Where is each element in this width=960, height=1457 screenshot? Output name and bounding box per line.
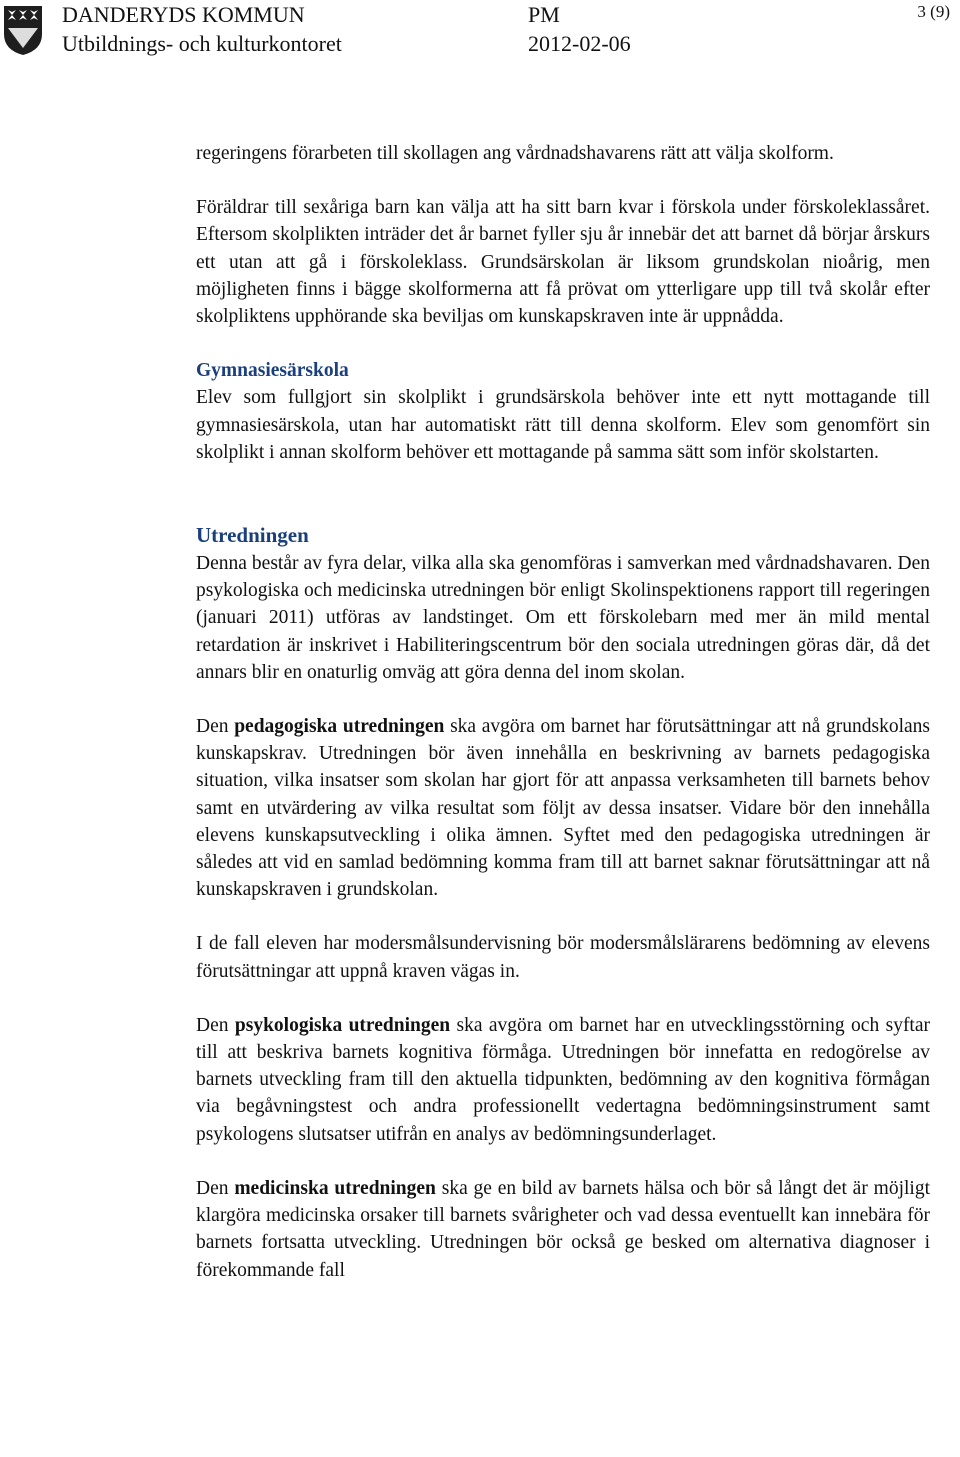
text-run: Den: [196, 716, 235, 738]
document-date: 2012-02-06: [528, 31, 631, 56]
section-heading: Utredningen: [196, 523, 309, 548]
page-number: 3 (9): [917, 2, 950, 21]
document-body: [196, 140, 930, 1284]
paragraph: Elev som fullgjort sin skolplikt i grundsärskola behöver inte ett nytt mottagande till gymnasiesärskola, utan har automatiskt rätt till denna skolform. Elev som genomfört sin skolplikt i annan skolform behöver ett mottagande på samma sätt som inför skolstarten.: [196, 387, 930, 463]
municipal-coat-of-arms-icon: [2, 4, 44, 56]
section-subheading: Gymnasiesärskola: [196, 360, 349, 382]
document-type: PM: [528, 2, 560, 27]
text-run: Den: [196, 1177, 235, 1199]
paragraph: regeringens förarbeten till skollagen ang vårdnadshavarens rätt att välja skolform.: [196, 143, 834, 164]
paragraph: Föräldrar till sexåriga barn kan välja att ha sitt barn kvar i förskola under förskoleklassåret. Eftersom skolplikten inträder det år barnet fyller sju år innebär det att barnet då börjar årskurs ett utan att gå i förskoleklass. Grundsärskolan är liksom grundskolan nioårig, men möjligheten finns i bägge skolformerna att få prövat om ytterligare upp till två skolår efter skolpliktens upphörande ska beviljas om kunskapskraven inte är uppnådda.: [196, 197, 930, 328]
department-name: Utbildnings- och kulturkontoret: [62, 31, 342, 56]
emphasis-term: medicinska utredningen: [234, 1177, 436, 1199]
emphasis-term: psykologiska utredningen: [234, 1014, 451, 1036]
org-name: DANDERYDS KOMMUN: [62, 2, 305, 27]
emphasis-term: pedagogiska utredningen: [234, 716, 445, 738]
text-run: Den: [196, 1014, 235, 1036]
paragraph: Denna består av fyra delar, vilka alla ska genomföras i samverkan med vårdnadshavaren. Den psykologiska och medicinska utredningen bör enligt Skolinspektionens rapport till regeringen (januari 2011) utföras av landstinget. Om ett förskolebarn med mer än mild mental retardation är inskrivet i Habiliteringscentrum bör den sociala utredningen göras där, då det annars blir en onaturlig omväg att göra denna del inom skolan.: [196, 553, 930, 683]
paragraph: I de fall eleven har modersmålsundervisning bör modersmålslärarens bedömning av elevens förutsättningar att uppnå kraven vägas in.: [196, 933, 930, 982]
text-run: ska avgöra om barnet har en utvecklingsstörning och syftar till att beskriva barnets kognitiva förmåga. Utredningen bör innefatta en redogörelse av barnets utveckling fram till den aktuella tidpunkten, bedömning av den kognitiva förmågan via begåvningstest och andra professionellt vedertagna bedömningsinstrument samt psykologens slutsatser utifrån en analys av bedömningsunderlaget.: [196, 1014, 930, 1145]
text-run: ska ge en bild av barnets hälsa och bör så långt det är möjligt klargöra medicinska orsaker till barnets svårigheter och vad dessa eventuellt kan innebära för barnets fortsatta utveckling. Utredningen bör också ge besked om alternativa diagnoser i förekommande fall: [196, 1177, 930, 1281]
paragraph: [196, 1012, 930, 1148]
document-header: [0, 0, 960, 60]
text-run: ska avgöra om barnet har förutsättningar att nå grundskolans kunskapskrav. Utredningen bör även innehålla en beskrivning av barnets pedagogiska situation, vilka insatser som skolan har gjort för att anpassa verksamheten till barnets behov samt en utvärdering av vilka resultat som följt av dessa insatser. Vidare bör den innehålla elevens kunskapsutveckling i olika ämnen. Syftet med den pedagogiska utredningen är således att vid en samlad bedömning komma fram till att barnet saknar förutsättningar att nå kunskapskraven i grundskolan.: [196, 716, 930, 901]
paragraph: [196, 713, 930, 903]
paragraph: [196, 1175, 930, 1284]
